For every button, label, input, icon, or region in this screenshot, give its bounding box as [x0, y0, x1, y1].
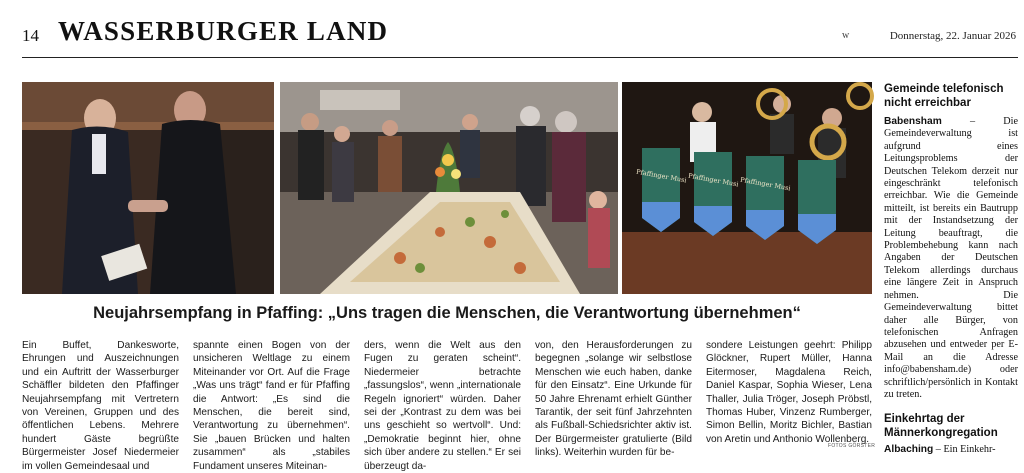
article-column: Ein Buffet, Dankesworte, Ehrungen und Auszeichnungen und ein Auftritt der Wasserburger Schäffler bildeten den Pfaffinger Neujahrsempfang mit Vertretern von Vereinen, Gruppen und des öffentlichen Lebens. Mehrere hundert Gäste begrüßte Bürgermeister Josef Niedermeier im vollen Gemeindesaal und — [22, 340, 179, 472]
banner-text: Pfaffinger Musi — [739, 175, 792, 193]
sidebar-text: – Die Gemeindeverwaltung ist aufgrund eines Leitungsproblems der Deutschen Telekom derzeit nur eingeschränkt telefonisch erreichbar. Wie die Gemeinde mitteilt, ist bereits ein Bautrupp mit der Instandsetzung der Leitung beauftragt, die Problembehebung kann nach Angaben der Deutschen Telekom allerdings durchaus eine längere Zeit in Anspruch nehmen. Die Gemeindeverwaltung bittet daher alle Bürger, von telefonischen Anfragen abzusehen und entweder per E-Mail an die Adresse info@babensham.de) oder schriftlich/persönlich in Kontakt zu treten. — [884, 116, 1018, 400]
dateline: Babensham — [884, 116, 942, 127]
photo-buffet — [280, 82, 618, 294]
dateline: Albaching — [884, 444, 934, 455]
photo-band — [622, 82, 872, 294]
photo-credit: FOTOS GÖRSTER — [828, 443, 876, 449]
sidebar-story-telephone — [884, 82, 1018, 401]
issue-date: Donnerstag, 22. Januar 2026 — [889, 30, 1016, 42]
sidebar-body — [884, 444, 1018, 455]
banner-text: Pfaffinger Musi — [635, 167, 688, 185]
photo-handshake — [22, 82, 274, 294]
sidebar-text: – Ein Einkehr- — [933, 444, 996, 455]
sidebar-body — [884, 116, 1018, 401]
article-column: ders, wenn die Welt aus den Fugen zu geraten scheint“. Niedermeier betrachte „fassungslos“, wenn „internationale Regeln ignoriert“ würden. Daher sei der „Kontrast zu dem was bei uns geschieht so wertvoll“. Und: „Demokratie beginnt hier, ohne sich über andere zu stellen.“ Er sei überzeugt da- — [364, 340, 521, 472]
masthead — [22, 14, 1018, 58]
banner-text: Pfaffinger Musi — [687, 171, 740, 189]
sidebar-headline: Gemeinde telefonisch nicht erreichbar — [884, 83, 1004, 109]
sidebar-story-einkehrtag — [884, 412, 1018, 455]
section-title: WASSERBURGER LAND — [58, 16, 389, 46]
article-column: von, den Herausforderungen zu begegnen „solange wir selbstlose Menschen wie euch haben, danke für den Einsatz“. Eine Urkunde für 50 Jahre Ehrenamt erhielt Günther Tarantik, der seit fünf Jahrzehnten als Fußball-Schiedsrichter aktiv ist. Der Bürgermeister gratulierte (Bild links). Weiterhin wurden für be- — [535, 340, 692, 459]
publisher-logo: w — [842, 30, 850, 41]
sidebar-headline: Einkehrtag der Männerkongregation — [884, 413, 998, 439]
article-column: spannte einen Bogen von der unsicheren Weltlage zu einem Miteinander vor Ort. Auf die Frage „Was uns trägt“ fand er für Pfaffing die Antwort: „Es sind die Menschen, die bereit sind, Verantwortung zu übernehmen“. Sie „bauen Brücken und halten zusammen“ als „stabiles Fundament unseres Miteinan- — [193, 340, 350, 472]
page-number: 14 — [22, 26, 39, 45]
article-headline: Neujahrsempfang in Pfaffing: „Uns tragen die Menschen, die Verantwortung übernehmen“ — [93, 304, 801, 322]
article-column: sondere Leistungen geehrt: Philipp Glöckner, Rupert Müller, Hanna Eitermoser, Magdalena Reich, Daniel Kaspar, Sophia Wieser, Lena Thaller, Julia Tröger, Joseph Pröbstl, Thomas Huber, Vinzenz Rumberger, Simon Bellin, Moritz Bichler, Bastian von Aretin und Anthonio Wollenberg. — [706, 340, 872, 445]
